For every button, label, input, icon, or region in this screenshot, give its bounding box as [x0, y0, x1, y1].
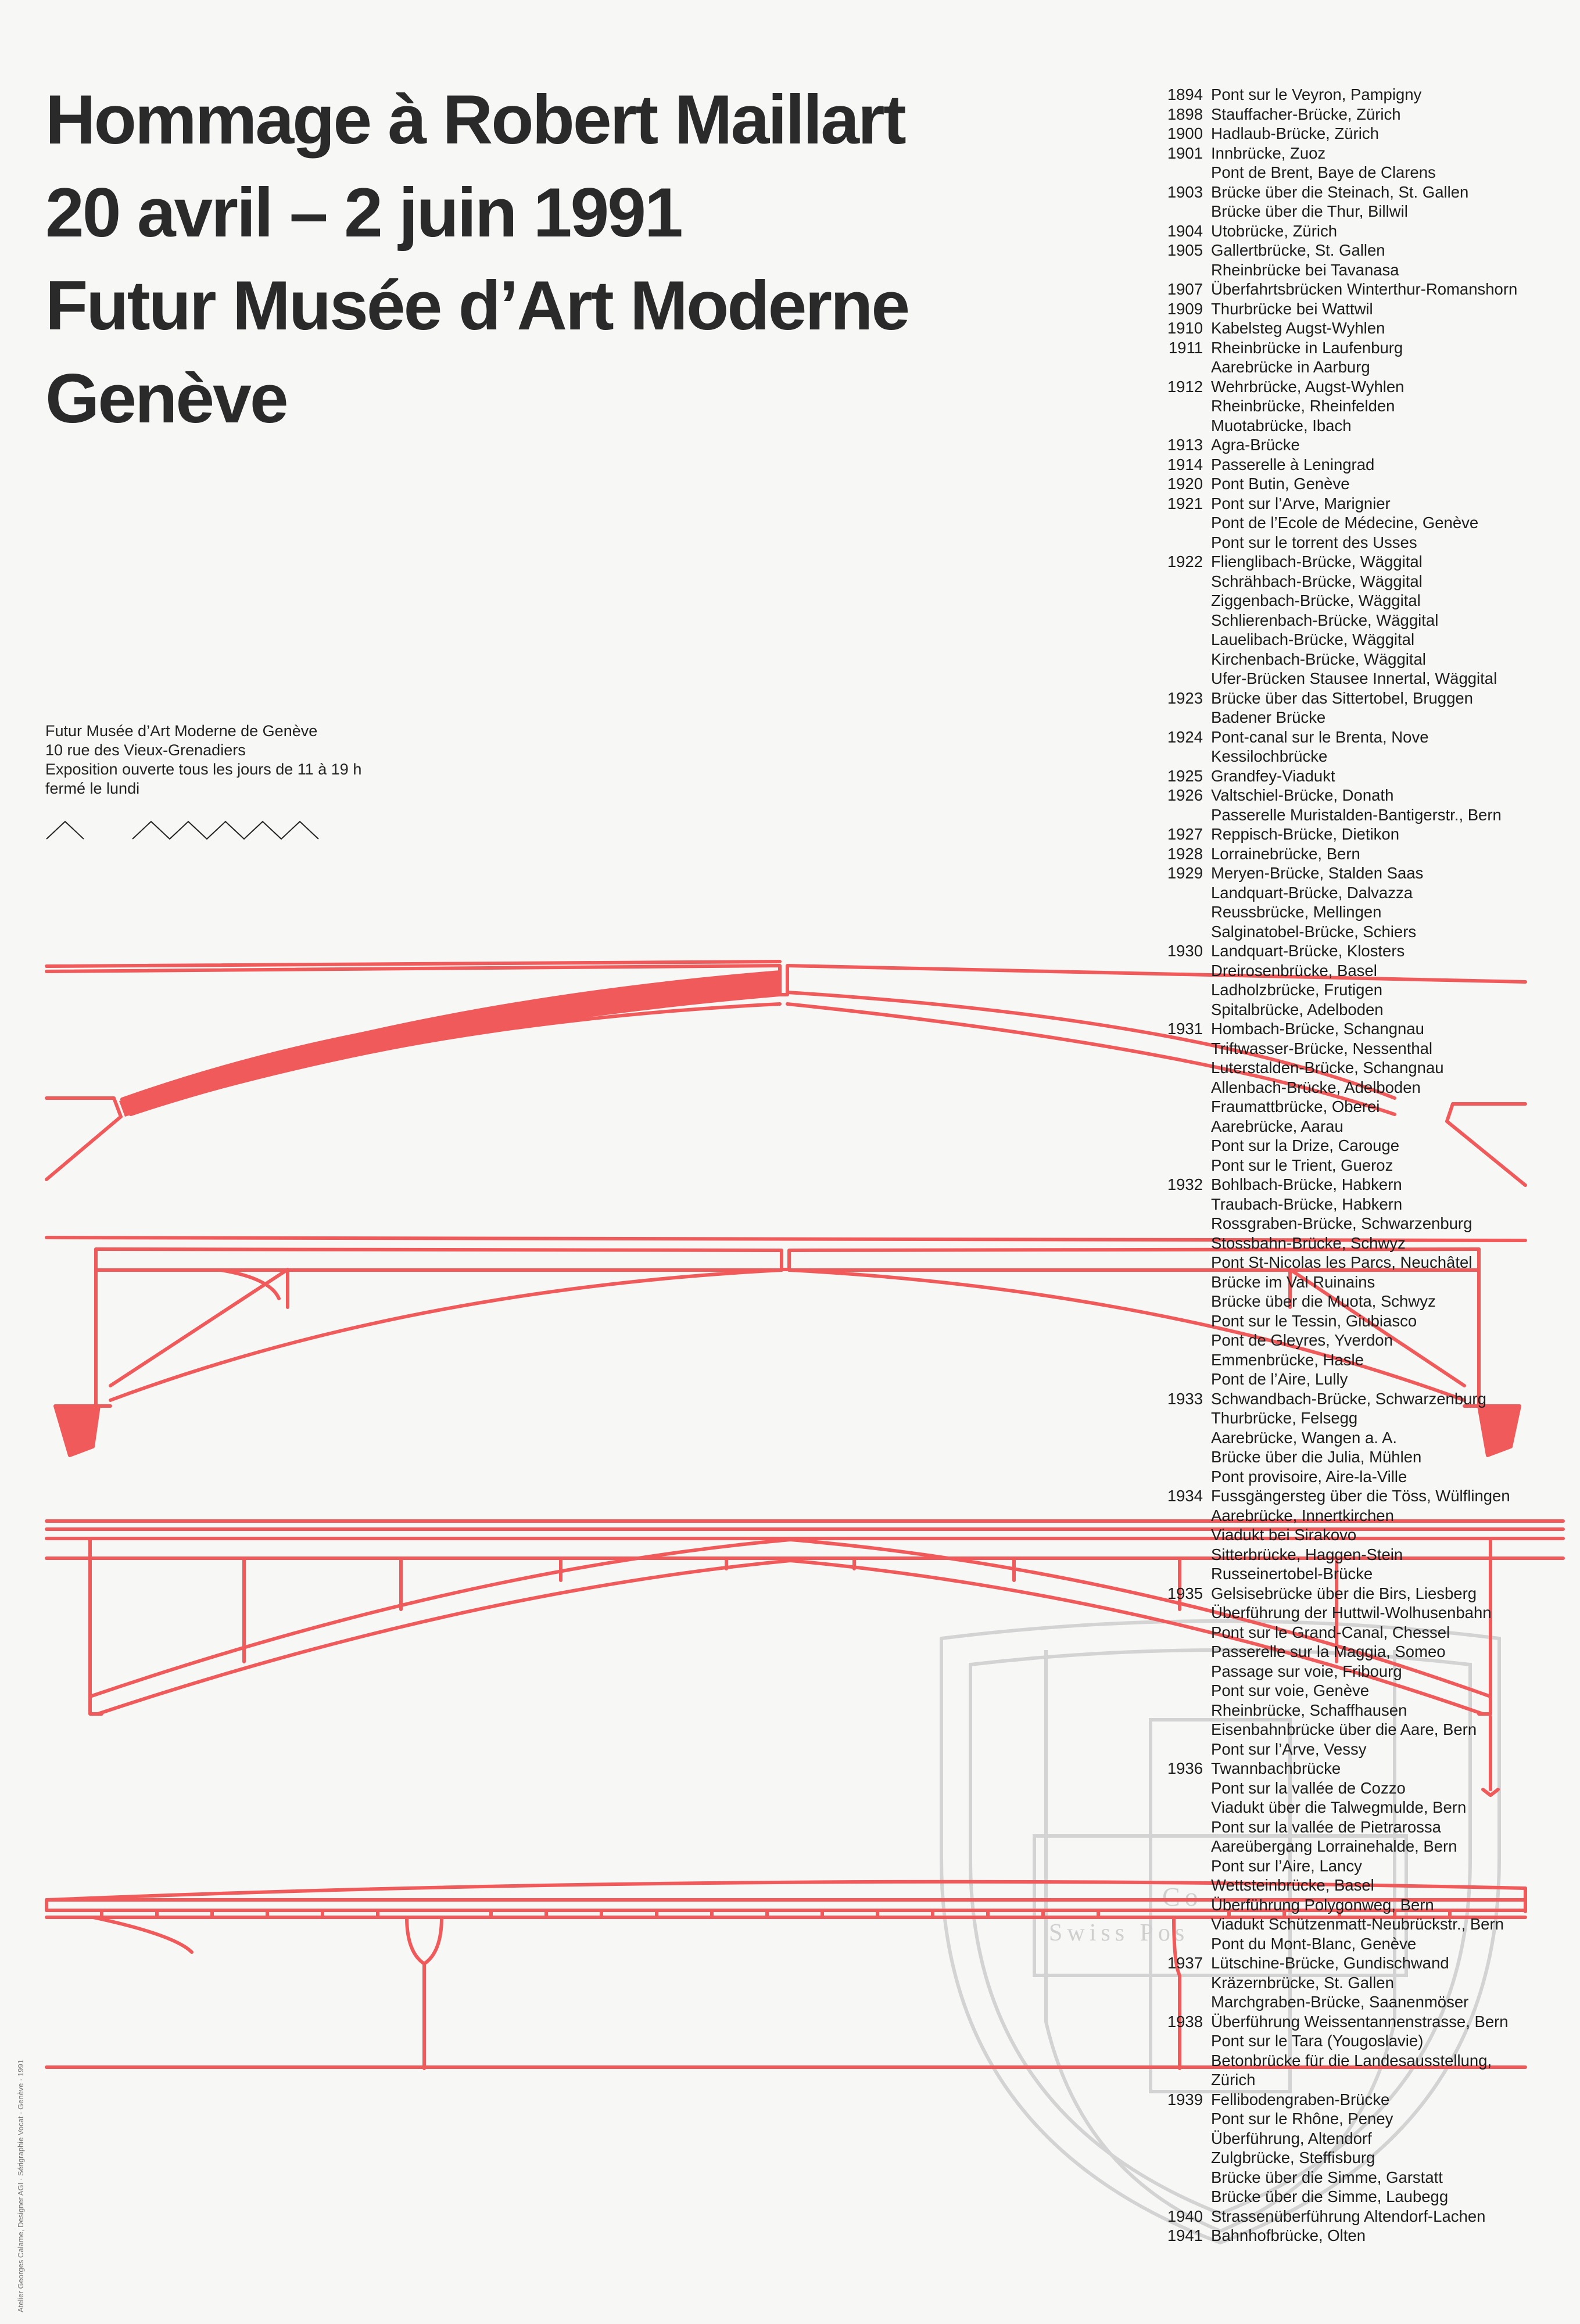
list-item: [1161, 221, 1568, 241]
list-item: [1161, 1720, 1568, 1740]
list-item: [1161, 435, 1568, 455]
work-name: Eisenbahnbrücke über die Aare, Bern: [1211, 1720, 1477, 1738]
work-name: Pont sur le Veyron, Pampigny: [1211, 85, 1422, 103]
work-year: 1927: [1167, 825, 1203, 843]
work-year: 1904: [1167, 221, 1203, 240]
work-name: Fraumattbrücke, Oberei: [1211, 1098, 1380, 1116]
list-item: [1161, 591, 1568, 611]
work-name: Viadukt bei Sirakovo: [1211, 1526, 1357, 1544]
work-year: 1929: [1167, 864, 1203, 882]
list-item: [1161, 144, 1568, 163]
work-year: 1925: [1167, 766, 1203, 785]
work-name: Pont-canal sur le Brenta, Nove: [1211, 727, 1429, 746]
list-item: [1161, 2226, 1568, 2246]
list-item: [1161, 474, 1568, 494]
work-name: Pont sur l’Arve, Marignier: [1211, 494, 1391, 512]
list-item: [1161, 1914, 1568, 1934]
title-line-1: Hommage à Robert Maillart: [45, 81, 905, 159]
work-year: 1939: [1167, 2090, 1203, 2108]
list-item: [1161, 552, 1568, 572]
work-year: 1921: [1167, 494, 1203, 512]
list-item: [1161, 1642, 1568, 1662]
list-item: [1161, 1953, 1568, 1973]
list-item: [1161, 357, 1568, 377]
list-item: [1161, 805, 1568, 825]
list-item: [1161, 1486, 1568, 1506]
watermark-text-1: Co: [1162, 1882, 1203, 1911]
info-line-hours: Exposition ouverte tous les jours de 11 à 19 h: [45, 761, 362, 778]
watermark-text-2: Swiss Pos: [1049, 1920, 1190, 1946]
work-name: Brücke über die Muota, Schwyz: [1211, 1292, 1436, 1310]
work-year: 1940: [1167, 2207, 1203, 2225]
work-name: Kessilochbrücke: [1211, 747, 1328, 765]
list-item: [1161, 611, 1568, 630]
work-name: Landquart-Brücke, Klosters: [1211, 942, 1405, 960]
list-item: [1161, 922, 1568, 942]
work-name: Spitalbrücke, Adelboden: [1211, 1000, 1384, 1018]
work-year: 1926: [1167, 786, 1203, 804]
work-year: 1934: [1167, 1487, 1203, 1505]
work-name: Zürich: [1211, 2071, 1256, 2089]
list-item: [1161, 241, 1568, 260]
work-name: Passerelle sur la Maggia, Someo: [1211, 1642, 1446, 1660]
list-item: [1161, 1467, 1568, 1487]
work-name: Allenbach-Brücke, Adelboden: [1211, 1078, 1421, 1096]
list-item: [1161, 1759, 1568, 1778]
list-item: [1161, 2148, 1568, 2168]
list-item: [1161, 572, 1568, 591]
list-item: [1161, 980, 1568, 1000]
zigzag-ornaments: [45, 818, 347, 841]
work-name: Überführung Weissentannenstrasse, Bern: [1211, 2012, 1509, 2031]
list-item: [1161, 1740, 1568, 1759]
work-name: Ziggenbach-Brücke, Wäggital: [1211, 591, 1421, 609]
list-item: [1161, 1272, 1568, 1292]
work-name: Kirchenbach-Brücke, Wäggital: [1211, 650, 1426, 668]
work-name: Überführung Polygonweg, Bern: [1211, 1895, 1434, 1914]
list-item: [1161, 1545, 1568, 1565]
list-item: [1161, 202, 1568, 221]
info-line-closed: fermé le lundi: [45, 780, 140, 797]
work-name: Brücke über die Thur, Billwil: [1211, 202, 1408, 220]
title-line-3: Futur Musée d’Art Moderne: [45, 267, 909, 345]
list-item: [1161, 396, 1568, 416]
works-list: [1161, 85, 1568, 2246]
list-item: [1161, 1097, 1568, 1117]
work-year: 1911: [1168, 338, 1203, 357]
work-year: 1941: [1167, 2226, 1203, 2244]
work-name: Bohlbach-Brücke, Habkern: [1211, 1175, 1402, 1193]
list-item: [1161, 2109, 1568, 2129]
bridge-2-footing-left: [55, 1406, 99, 1455]
work-name: Aarebrücke in Aarburg: [1211, 358, 1370, 376]
list-item: [1161, 1623, 1568, 1642]
work-name: Schwandbach-Brücke, Schwarzenburg: [1211, 1389, 1486, 1408]
work-year: 1912: [1167, 377, 1203, 396]
list-item: [1161, 1408, 1568, 1428]
work-name: Rheinbrücke, Schaffhausen: [1211, 1701, 1407, 1719]
list-item: [1161, 844, 1568, 864]
list-item: [1161, 669, 1568, 688]
list-item: [1161, 455, 1568, 475]
work-year: 1931: [1167, 1020, 1203, 1038]
work-name: Bahnhofbrücke, Olten: [1211, 2226, 1366, 2244]
work-name: Ladholzbrücke, Frutigen: [1211, 981, 1383, 999]
work-name: Fussgängersteg über die Töss, Wülflingen: [1211, 1487, 1510, 1505]
work-name: Salginatobel-Brücke, Schiers: [1211, 922, 1417, 941]
work-year: 1901: [1167, 144, 1203, 162]
work-name: Pont sur l’Aire, Lancy: [1211, 1856, 1362, 1875]
work-name: Pont du Mont-Blanc, Genève: [1211, 1934, 1417, 1953]
work-name: Pont sur le torrent des Usses: [1211, 533, 1417, 551]
work-name: Brücke über die Steinach, St. Gallen: [1211, 182, 1469, 201]
work-name: Pont sur le Trient, Gueroz: [1211, 1156, 1393, 1174]
work-name: Ufer-Brücken Stausee Innertal, Wäggital: [1211, 669, 1497, 687]
work-name: Badener Brücke: [1211, 708, 1326, 726]
work-name: Aarebrücke, Innertkirchen: [1211, 1506, 1394, 1525]
list-item: [1161, 260, 1568, 280]
list-item: [1161, 1078, 1568, 1098]
list-item: [1161, 85, 1568, 105]
list-item: [1161, 2129, 1568, 2149]
list-item: [1161, 2207, 1568, 2226]
work-year: 1920: [1167, 475, 1203, 493]
work-name: Überfahrtsbrücken Winterthur-Romanshorn: [1211, 280, 1518, 298]
work-name: Innbrücke, Zuoz: [1211, 144, 1326, 162]
work-name: Valtschiel-Brücke, Donath: [1211, 786, 1394, 804]
list-item: [1161, 1564, 1568, 1584]
list-item: [1161, 1837, 1568, 1856]
work-name: Schrähbach-Brücke, Wäggital: [1211, 572, 1423, 590]
list-item: [1161, 1330, 1568, 1350]
work-name: Luterstalden-Brücke, Schangnau: [1211, 1059, 1444, 1077]
list-item: [1161, 1817, 1568, 1837]
work-name: Betonbrücke für die Landesausstellung,: [1211, 2051, 1492, 2070]
work-name: Viadukt über die Talwegmulde, Bern: [1211, 1798, 1467, 1816]
list-item: [1161, 1233, 1568, 1253]
work-name: Thurbrücke bei Wattwil: [1211, 299, 1373, 318]
work-name: Rossgraben-Brücke, Schwarzenburg: [1211, 1214, 1472, 1232]
list-item: [1161, 2051, 1568, 2071]
work-name: Strassenüberführung Altendorf-Lachen: [1211, 2207, 1486, 2225]
work-name: Pont sur le Grand-Canal, Chessel: [1211, 1623, 1450, 1641]
list-item: [1161, 1117, 1568, 1136]
work-name: Pont de l’Ecole de Médecine, Genève: [1211, 514, 1479, 532]
work-name: Pont sur le Tara (Yougoslavie): [1211, 2032, 1424, 2050]
title-line-2: 20 avril – 2 juin 1991: [45, 174, 682, 252]
list-item: [1161, 747, 1568, 766]
list-item: [1161, 1934, 1568, 1954]
list-item: [1161, 1195, 1568, 1214]
work-name: Lütschine-Brücke, Gundischwand: [1211, 1954, 1449, 1972]
work-name: Pont sur la vallée de Pietrarossa: [1211, 1817, 1441, 1836]
work-year: 1936: [1167, 1759, 1203, 1777]
list-item: [1161, 2187, 1568, 2207]
work-name: Muotabrücke, Ibach: [1211, 416, 1352, 435]
list-item: [1161, 1662, 1568, 1681]
work-name: Fellibodengraben-Brücke: [1211, 2090, 1390, 2108]
list-item: [1161, 1506, 1568, 1526]
work-name: Landquart-Brücke, Dalvazza: [1211, 883, 1413, 902]
work-name: Überführung der Huttwil-Wolhusenbahn: [1211, 1604, 1492, 1622]
work-name: Thurbrücke, Felsegg: [1211, 1409, 1358, 1427]
info-line-address: 10 rue des Vieux-Grenadiers: [45, 741, 246, 759]
work-year: 1923: [1167, 688, 1203, 707]
work-name: Stauffacher-Brücke, Zürich: [1211, 105, 1401, 123]
list-item: [1161, 1292, 1568, 1311]
list-item: [1161, 786, 1568, 805]
work-name: Brücke über die Simme, Laubegg: [1211, 2187, 1449, 2205]
zigzag-short-icon: [46, 822, 84, 839]
work-name: Triftwasser-Brücke, Nessenthal: [1211, 1039, 1433, 1057]
work-year: 1900: [1167, 124, 1203, 142]
list-item: [1161, 105, 1568, 124]
list-item: [1161, 1253, 1568, 1272]
work-name: Gallertbrücke, St. Gallen: [1211, 241, 1385, 259]
work-name: Überführung, Altendorf: [1211, 2129, 1372, 2147]
work-name: Kräzernbrücke, St. Gallen: [1211, 1973, 1394, 1992]
work-name: Grandfey-Viadukt: [1211, 766, 1335, 785]
work-name: Pont sur le Rhône, Peney: [1211, 2110, 1393, 2128]
work-name: Pont de l’Aire, Lully: [1211, 1370, 1348, 1388]
work-name: Aarebrücke, Wangen a. A.: [1211, 1428, 1397, 1447]
work-name: Rheinbrücke in Laufenburg: [1211, 338, 1403, 357]
work-name: Utobrücke, Zürich: [1211, 221, 1338, 240]
list-item: [1161, 377, 1568, 397]
list-item: [1161, 494, 1568, 514]
work-year: 1903: [1167, 182, 1203, 201]
work-name: Lauelibach-Brücke, Wäggital: [1211, 630, 1415, 648]
list-item: [1161, 1311, 1568, 1331]
work-name: Pont St-Nicolas les Parcs, Neuchâtel: [1211, 1253, 1472, 1271]
list-item: [1161, 727, 1568, 747]
list-item: [1161, 1447, 1568, 1467]
work-name: Aareübergang Lorrainehalde, Bern: [1211, 1837, 1457, 1855]
work-year: 1922: [1167, 553, 1203, 571]
list-item: [1161, 2090, 1568, 2110]
list-item: [1161, 1895, 1568, 1915]
work-name: Kabelsteg Augst-Wyhlen: [1211, 319, 1385, 337]
work-name: Lorrainebrücke, Bern: [1211, 844, 1360, 863]
list-item: [1161, 2031, 1568, 2051]
work-year: 1913: [1167, 436, 1203, 454]
work-name: Meryen-Brücke, Stalden Saas: [1211, 864, 1424, 882]
list-item: [1161, 961, 1568, 981]
work-year: 1930: [1167, 942, 1203, 960]
work-year: 1905: [1167, 241, 1203, 259]
list-item: [1161, 1175, 1568, 1195]
work-year: 1928: [1167, 844, 1203, 863]
list-item: [1161, 2070, 1568, 2090]
work-name: Reussbrücke, Mellingen: [1211, 903, 1382, 921]
work-name: Rheinbrücke, Rheinfelden: [1211, 397, 1395, 415]
work-name: Brücke über die Julia, Mühlen: [1211, 1448, 1422, 1466]
list-item: [1161, 533, 1568, 553]
list-item: [1161, 1603, 1568, 1623]
work-name: Brücke über das Sittertobel, Bruggen: [1211, 688, 1473, 707]
list-item: [1161, 1350, 1568, 1370]
work-year: 1933: [1167, 1389, 1203, 1408]
list-item: [1161, 1136, 1568, 1156]
work-name: Russeinertobel-Brücke: [1211, 1565, 1373, 1583]
info-line-museum: Futur Musée d’Art Moderne de Genève: [45, 722, 318, 740]
designer-credit: Atelier Georges Calame, Designer AGI · Sérigraphie Vocat · Genève · 1991: [16, 2060, 25, 2312]
work-name: Pont Butin, Genève: [1211, 475, 1350, 493]
work-name: Brücke über die Simme, Garstatt: [1211, 2168, 1443, 2186]
work-name: Schlierenbach-Brücke, Wäggital: [1211, 611, 1439, 629]
poster-title: [45, 73, 908, 445]
work-name: Pont provisoire, Aire-la-Ville: [1211, 1467, 1407, 1486]
list-item: [1161, 279, 1568, 299]
list-item: [1161, 1214, 1568, 1233]
work-year: 1909: [1167, 299, 1203, 318]
list-item: [1161, 1875, 1568, 1895]
list-item: [1161, 902, 1568, 922]
list-item: [1161, 1584, 1568, 1604]
work-year: 1932: [1167, 1175, 1203, 1193]
list-item: [1161, 513, 1568, 533]
list-item: [1161, 1039, 1568, 1059]
work-year: 1907: [1167, 280, 1203, 298]
work-name: Pont sur l’Arve, Vessy: [1211, 1740, 1367, 1758]
work-name: Wettsteinbrücke, Basel: [1211, 1876, 1374, 1894]
list-item: [1161, 1389, 1568, 1409]
list-item: [1161, 1156, 1568, 1175]
work-name: Zulgbrücke, Steffisburg: [1211, 2149, 1375, 2167]
work-name: Hombach-Brücke, Schangnau: [1211, 1020, 1424, 1038]
work-name: Pont sur la Drize, Carouge: [1211, 1136, 1400, 1154]
work-name: Twannbachbrücke: [1211, 1759, 1341, 1777]
work-name: Marchgraben-Brücke, Saanenmöser: [1211, 1993, 1469, 2011]
work-name: Dreirosenbrücke, Basel: [1211, 961, 1377, 980]
list-item: [1161, 883, 1568, 903]
work-name: Sitterbrücke, Haggen-Stein: [1211, 1545, 1403, 1563]
work-name: Stossbahn-Brücke, Schwyz: [1211, 1233, 1406, 1252]
museum-info: [45, 722, 361, 798]
work-name: Passage sur voie, Fribourg: [1211, 1662, 1402, 1680]
work-name: Traubach-Brücke, Habkern: [1211, 1195, 1403, 1213]
work-name: Pont sur le Tessin, Giubiasco: [1211, 1311, 1417, 1330]
work-name: Pont de Brent, Baye de Clarens: [1211, 163, 1436, 181]
work-name: Aarebrücke, Aarau: [1211, 1117, 1343, 1135]
work-year: 1935: [1167, 1584, 1203, 1602]
work-name: Brücke im Val Ruinains: [1211, 1272, 1375, 1291]
work-name: Viadukt Schützenmatt-Neubrückstr., Bern: [1211, 1915, 1504, 1933]
list-item: [1161, 1681, 1568, 1701]
list-item: [1161, 182, 1568, 202]
list-item: [1161, 688, 1568, 708]
work-year: 1938: [1167, 2012, 1203, 2031]
work-name: Pont sur la vallée de Cozzo: [1211, 1778, 1406, 1797]
work-name: Gelsisebrücke über die Birs, Liesberg: [1211, 1584, 1477, 1602]
work-year: 1937: [1167, 1954, 1203, 1972]
list-item: [1161, 1000, 1568, 1020]
list-item: [1161, 1428, 1568, 1448]
work-name: Passerelle Muristalden-Bantigerstr., Bern: [1211, 805, 1502, 824]
list-item: [1161, 1798, 1568, 1817]
list-item: [1161, 1019, 1568, 1039]
list-item: [1161, 318, 1568, 338]
list-item: [1161, 1778, 1568, 1798]
work-year: 1914: [1167, 455, 1203, 474]
list-item: [1161, 2012, 1568, 2032]
list-item: [1161, 416, 1568, 436]
work-name: Agra-Brücke: [1211, 436, 1300, 454]
work-year: 1924: [1167, 727, 1203, 746]
list-item: [1161, 766, 1568, 786]
list-item: [1161, 1058, 1568, 1078]
list-item: [1161, 650, 1568, 669]
list-item: [1161, 124, 1568, 144]
list-item: [1161, 1525, 1568, 1545]
work-name: Rheinbrücke bei Tavanasa: [1211, 260, 1399, 279]
list-item: [1161, 1992, 1568, 2012]
list-item: [1161, 863, 1568, 883]
list-item: [1161, 2168, 1568, 2187]
list-item: [1161, 941, 1568, 961]
work-name: Flienglibach-Brücke, Wäggital: [1211, 553, 1423, 571]
list-item: [1161, 299, 1568, 319]
list-item: [1161, 824, 1568, 844]
list-item: [1161, 163, 1568, 182]
title-line-4: Genève: [45, 360, 287, 437]
list-item: [1161, 1973, 1568, 1993]
zigzag-long-icon: [132, 822, 318, 839]
work-name: Pont de Gleyres, Yverdon: [1211, 1331, 1393, 1349]
work-year: 1898: [1167, 105, 1203, 123]
work-name: Hadlaub-Brücke, Zürich: [1211, 124, 1379, 142]
list-item: [1161, 338, 1568, 358]
work-name: Passerelle à Leningrad: [1211, 455, 1375, 474]
list-item: [1161, 1369, 1568, 1389]
list-item: [1161, 1701, 1568, 1720]
work-year: 1910: [1167, 319, 1203, 337]
work-name: Reppisch-Brücke, Dietikon: [1211, 825, 1400, 843]
work-name: Emmenbrücke, Hasle: [1211, 1350, 1364, 1369]
work-year: 1894: [1167, 85, 1203, 103]
bridge-1-deck-fill: [119, 970, 780, 1117]
list-item: [1161, 1856, 1568, 1876]
list-item: [1161, 630, 1568, 650]
work-name: Wehrbrücke, Augst-Wyhlen: [1211, 377, 1405, 396]
work-name: Pont sur voie, Genève: [1211, 1681, 1370, 1699]
list-item: [1161, 708, 1568, 727]
